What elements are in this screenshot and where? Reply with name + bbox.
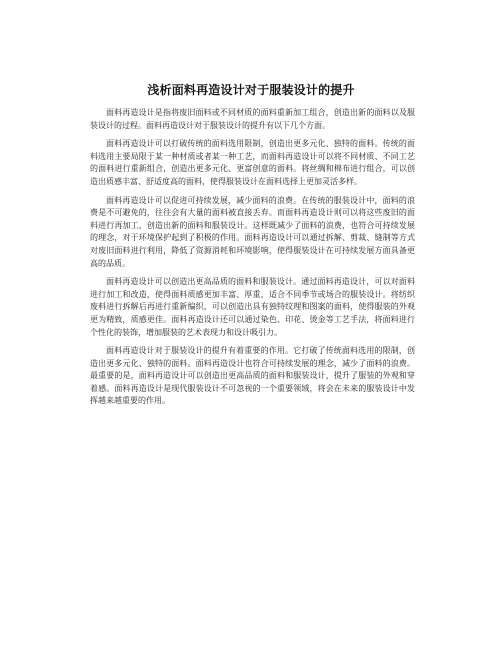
- document-title: 浅析面料再造设计对于服装设计的提升: [147, 83, 355, 97]
- paragraph-quality: 面料再造设计可以创造出更高品质的面料和服装设计。通过面料再造设计，可以对面料进行加工和改造，使得面料质感更加丰富、厚重，适合不同季节或场合的服装设计。将纺织废料进行拆解后再进行重新编织，可以创造出具有独特纹理和图案的面料，使得服装的外观更为精致，质感更佳。面料再造设计还可以通过染色、印花、烫金等工艺手法，将面料进行个性化的装饰，增加服装的艺术表现力和设计吸引力。: [90, 277, 415, 337]
- paragraph-diversity: 面料再造设计可以打破传统的面料选用限制，创造出更多元化、独特的面料。传统的面料选用主要局限于某一种材质或者某一种工艺，而面料再造设计可以将不同材质、不同工艺的面料进行重新组合，创造出更多元化、更富创意的面料。将丝绸和棉布进行组合，可以创造出质感丰富、舒适度高的面料，使得服装设计在面料选择上更加灵活多样。: [90, 139, 415, 186]
- paragraph-sustainability: 面料再造设计可以促进可持续发展，减少面料的浪费。在传统的服装设计中，面料的浪费是不可避免的，往往会有大量的面料被直接丢弃。而面料再造设计则可以将这些废旧的面料进行再加工，创造出新的面料和服装设计。这样既减少了面料的浪费，也符合可持续发展的理念，对于环境保护起到了积极的作用。面料再造设计可以通过拆解、剪裁、缝制等方式对废旧面料进行利用，降低了资源消耗和环境影响，使得服装设计在可持续发展方面具备更高的品质。: [90, 195, 415, 268]
- paragraph-conclusion: 面料再造设计对于服装设计的提升有着重要的作用。它打破了传统面料选用的限制，创造出更多元化、独特的面料。面料再造设计也符合可持续发展的理念，减少了面料的浪费。最重要的是，面料再造设计可以创造出更高品质的面料和服装设计，提升了服装的外观和穿着感。面料再造设计是现代服装设计不可忽视的一个重要领域，将会在未来的服装设计中发挥越来越重要的作用。: [90, 346, 415, 406]
- document-body: [90, 107, 415, 414]
- paragraph-intro: 面料再造设计是指将废旧面料或不同材质的面料重新加工组合，创造出新的面料以及服装设计的过程。面料再造设计对于服装设计的提升有以下几个方面。: [90, 108, 415, 130]
